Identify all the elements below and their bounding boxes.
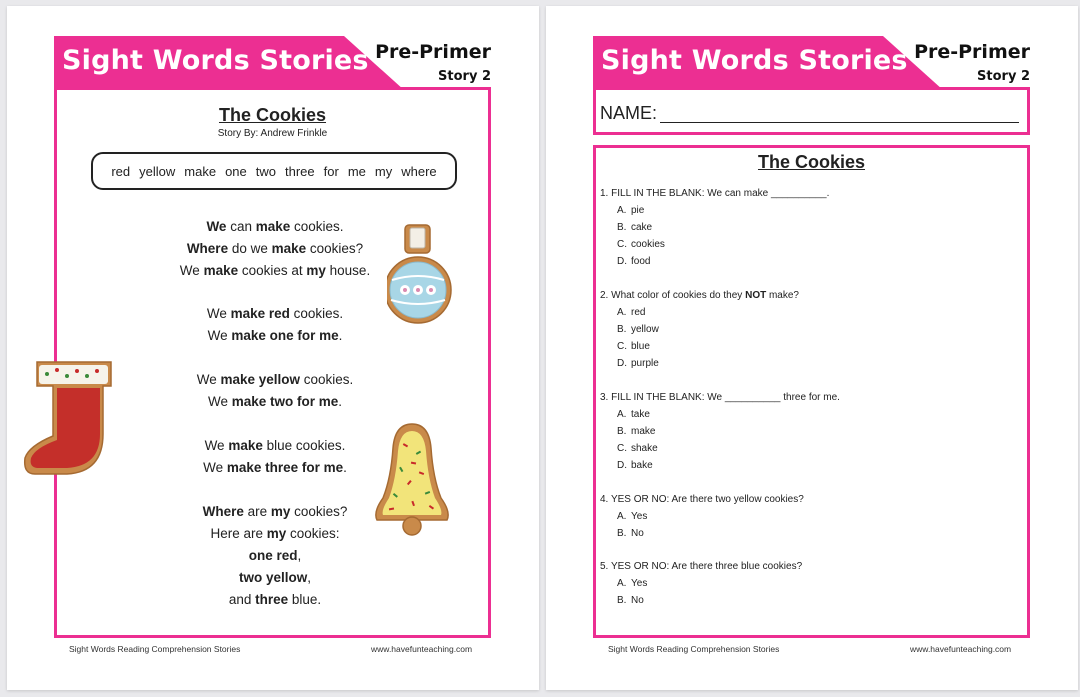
story-page-header xyxy=(54,36,491,90)
sight-word: two yellow xyxy=(238,570,308,585)
sight-word: We xyxy=(206,219,227,234)
story-line xyxy=(135,325,415,347)
story-line xyxy=(135,216,415,238)
option-text: yellow xyxy=(631,324,659,335)
option-text: red xyxy=(631,307,646,318)
quiz-page-header xyxy=(593,36,1030,90)
sight-word: make xyxy=(255,219,291,234)
option-letter: A. xyxy=(617,409,627,420)
text-run: make? xyxy=(766,290,799,301)
text-run: do we xyxy=(228,241,272,256)
text-run: We xyxy=(203,460,227,475)
answer-option[interactable] xyxy=(600,595,1020,612)
text-run: We xyxy=(204,438,229,453)
option-letter: B. xyxy=(617,528,627,539)
text-run: are xyxy=(243,504,271,519)
text-run: blue cookies. xyxy=(262,438,346,453)
option-text: blue xyxy=(631,341,650,352)
answer-option[interactable] xyxy=(600,528,1020,545)
text-run: FILL IN THE BLANK: We __________ three for me. xyxy=(611,392,840,403)
answer-option[interactable] xyxy=(600,205,1020,222)
sight-word: one red xyxy=(248,548,298,563)
question-number: 1. xyxy=(600,188,612,199)
text-run: house. xyxy=(325,263,371,278)
story-line xyxy=(135,589,415,611)
name-box xyxy=(593,87,1030,135)
text-run: . xyxy=(338,328,343,343)
sight-word: my xyxy=(270,504,291,519)
story-title: The Cookies xyxy=(218,105,327,125)
text-run: What color of cookies do they xyxy=(611,290,746,301)
quiz-question xyxy=(600,392,1020,477)
sight-word: make three for me xyxy=(226,460,344,475)
option-text: food xyxy=(631,256,651,267)
text-run: cookies. xyxy=(300,372,354,387)
sight-word: make xyxy=(228,438,263,453)
sight-word: Where xyxy=(186,241,229,256)
option-letter: B. xyxy=(617,222,627,233)
story-stanza xyxy=(135,369,415,413)
answer-option[interactable] xyxy=(600,460,1020,477)
quiz-question xyxy=(600,290,1020,375)
option-text: Yes xyxy=(631,578,648,589)
word-bank-word: two xyxy=(255,163,276,179)
level-label: Pre-Primer xyxy=(914,41,1030,63)
quiz-question xyxy=(600,188,1020,273)
text-run: , xyxy=(297,548,302,563)
answer-option[interactable] xyxy=(600,307,1020,324)
option-text: cookies xyxy=(631,239,665,250)
option-letter: A. xyxy=(617,307,627,318)
text-run: cookies at xyxy=(238,263,307,278)
option-letter: C. xyxy=(617,443,627,454)
option-text: pie xyxy=(631,205,645,216)
text-run: We xyxy=(196,372,221,387)
question-text xyxy=(600,188,1020,205)
sight-word: make xyxy=(271,241,307,256)
series-title: Sight Words Stories xyxy=(601,45,908,76)
story-line xyxy=(135,567,415,589)
option-letter: D. xyxy=(617,256,627,267)
answer-option[interactable] xyxy=(600,426,1020,443)
sight-word: make red xyxy=(230,306,290,321)
question-number: 2. xyxy=(600,290,612,301)
text-run: YES OR NO: Are there two yellow cookies? xyxy=(610,494,804,505)
option-letter: D. xyxy=(617,358,627,369)
answer-option[interactable] xyxy=(600,324,1020,341)
footer-right: www.havefunteaching.com xyxy=(371,644,473,654)
question-number: 4. xyxy=(600,494,611,505)
answer-option[interactable] xyxy=(600,409,1020,426)
text-run: cookies. xyxy=(290,219,344,234)
text-run: We xyxy=(207,394,232,409)
option-text: make xyxy=(631,426,656,437)
sight-word: my xyxy=(306,263,326,278)
text-run: , xyxy=(307,570,312,585)
sight-word: make one for me xyxy=(231,328,339,343)
story-line xyxy=(135,260,415,282)
quiz-title: The Cookies xyxy=(757,152,866,172)
text-run: YES OR NO: Are there three blue cookies? xyxy=(610,561,803,572)
text-run: cookies: xyxy=(286,526,340,541)
name-label: NAME: xyxy=(600,103,658,123)
option-letter: A. xyxy=(617,205,627,216)
word-bank-word: make xyxy=(184,163,217,179)
story-stanza xyxy=(135,216,415,282)
text-run: Here are xyxy=(210,526,267,541)
ornament-cookie-icon xyxy=(387,222,453,330)
quiz-page xyxy=(546,6,1078,690)
story-frame xyxy=(54,87,491,638)
footer-left: Sight Words Reading Comprehension Stories xyxy=(69,644,241,654)
option-text: shake xyxy=(631,443,658,454)
option-letter: D. xyxy=(617,460,627,471)
word-bank-word: for xyxy=(323,163,339,179)
sight-word: Where xyxy=(202,504,244,519)
option-text: bake xyxy=(631,460,653,471)
question-text xyxy=(600,290,1020,307)
sight-word: three xyxy=(255,592,289,607)
option-text: purple xyxy=(631,358,659,369)
sight-word: my xyxy=(266,526,287,541)
sight-word: NOT xyxy=(745,290,767,301)
word-bank-word: three xyxy=(285,163,315,179)
series-title: Sight Words Stories xyxy=(62,45,369,76)
answer-option[interactable] xyxy=(600,222,1020,239)
word-bank-word: one xyxy=(225,163,247,179)
sight-word: make xyxy=(203,263,239,278)
word-bank xyxy=(91,152,457,190)
story-byline: Story By: Andrew Frinkle xyxy=(217,128,328,139)
option-text: cake xyxy=(631,222,653,233)
option-text: No xyxy=(631,595,644,606)
word-bank-word: red xyxy=(111,163,131,179)
text-run: We xyxy=(179,263,204,278)
question-text xyxy=(600,392,1020,409)
text-run: blue. xyxy=(288,592,322,607)
answer-option[interactable] xyxy=(600,358,1020,375)
option-text: take xyxy=(631,409,650,420)
story-line xyxy=(135,391,415,413)
option-text: No xyxy=(631,528,644,539)
text-run: and xyxy=(228,592,256,607)
story-stanza xyxy=(135,303,415,347)
story-page xyxy=(7,6,539,690)
name-field[interactable] xyxy=(660,122,1019,123)
question-number: 3. xyxy=(600,392,612,403)
option-text: Yes xyxy=(631,511,648,522)
text-run: cookies? xyxy=(306,241,364,256)
story-line xyxy=(135,369,415,391)
story-line xyxy=(135,545,415,567)
story-line xyxy=(135,238,415,260)
text-run: We xyxy=(206,306,231,321)
text-run: can xyxy=(226,219,256,234)
quiz-frame xyxy=(593,145,1030,638)
quiz-question xyxy=(600,494,1020,545)
option-letter: C. xyxy=(617,239,627,250)
text-run: FILL IN THE BLANK: We can make __________. xyxy=(611,188,830,199)
answer-option[interactable] xyxy=(600,511,1020,528)
answer-option[interactable] xyxy=(600,578,1020,595)
answer-option[interactable] xyxy=(600,443,1020,460)
footer-right: www.havefunteaching.com xyxy=(910,644,1012,654)
level-label: Pre-Primer xyxy=(375,41,491,63)
text-run: . xyxy=(343,460,347,475)
answer-option[interactable] xyxy=(600,239,1020,256)
story-line xyxy=(135,303,415,325)
option-letter: B. xyxy=(617,426,627,437)
option-letter: C. xyxy=(617,341,627,352)
question-number: 5. xyxy=(600,561,611,572)
option-letter: B. xyxy=(617,324,627,335)
answer-option[interactable] xyxy=(600,341,1020,358)
text-run: cookies? xyxy=(290,504,348,519)
option-letter: A. xyxy=(617,511,627,522)
option-letter: B. xyxy=(617,595,627,606)
word-bank-word: my xyxy=(374,163,393,179)
word-bank-word: me xyxy=(347,163,366,179)
sight-word: make two for me xyxy=(231,394,339,409)
footer-left: Sight Words Reading Comprehension Stories xyxy=(608,644,780,654)
quiz-question xyxy=(600,561,1020,612)
story-number: Story 2 xyxy=(438,69,491,84)
word-bank-word: yellow xyxy=(139,163,176,179)
question-text xyxy=(600,494,1020,511)
text-run: . xyxy=(338,394,343,409)
text-run: cookies. xyxy=(289,306,344,321)
word-bank-word: where xyxy=(401,163,437,179)
stocking-cookie-icon xyxy=(23,354,117,480)
bell-cookie-icon xyxy=(371,420,453,540)
story-number: Story 2 xyxy=(977,69,1030,84)
text-run: We xyxy=(207,328,232,343)
option-letter: A. xyxy=(617,578,627,589)
answer-option[interactable] xyxy=(600,256,1020,273)
question-text xyxy=(600,561,1020,578)
sight-word: make yellow xyxy=(220,372,301,387)
